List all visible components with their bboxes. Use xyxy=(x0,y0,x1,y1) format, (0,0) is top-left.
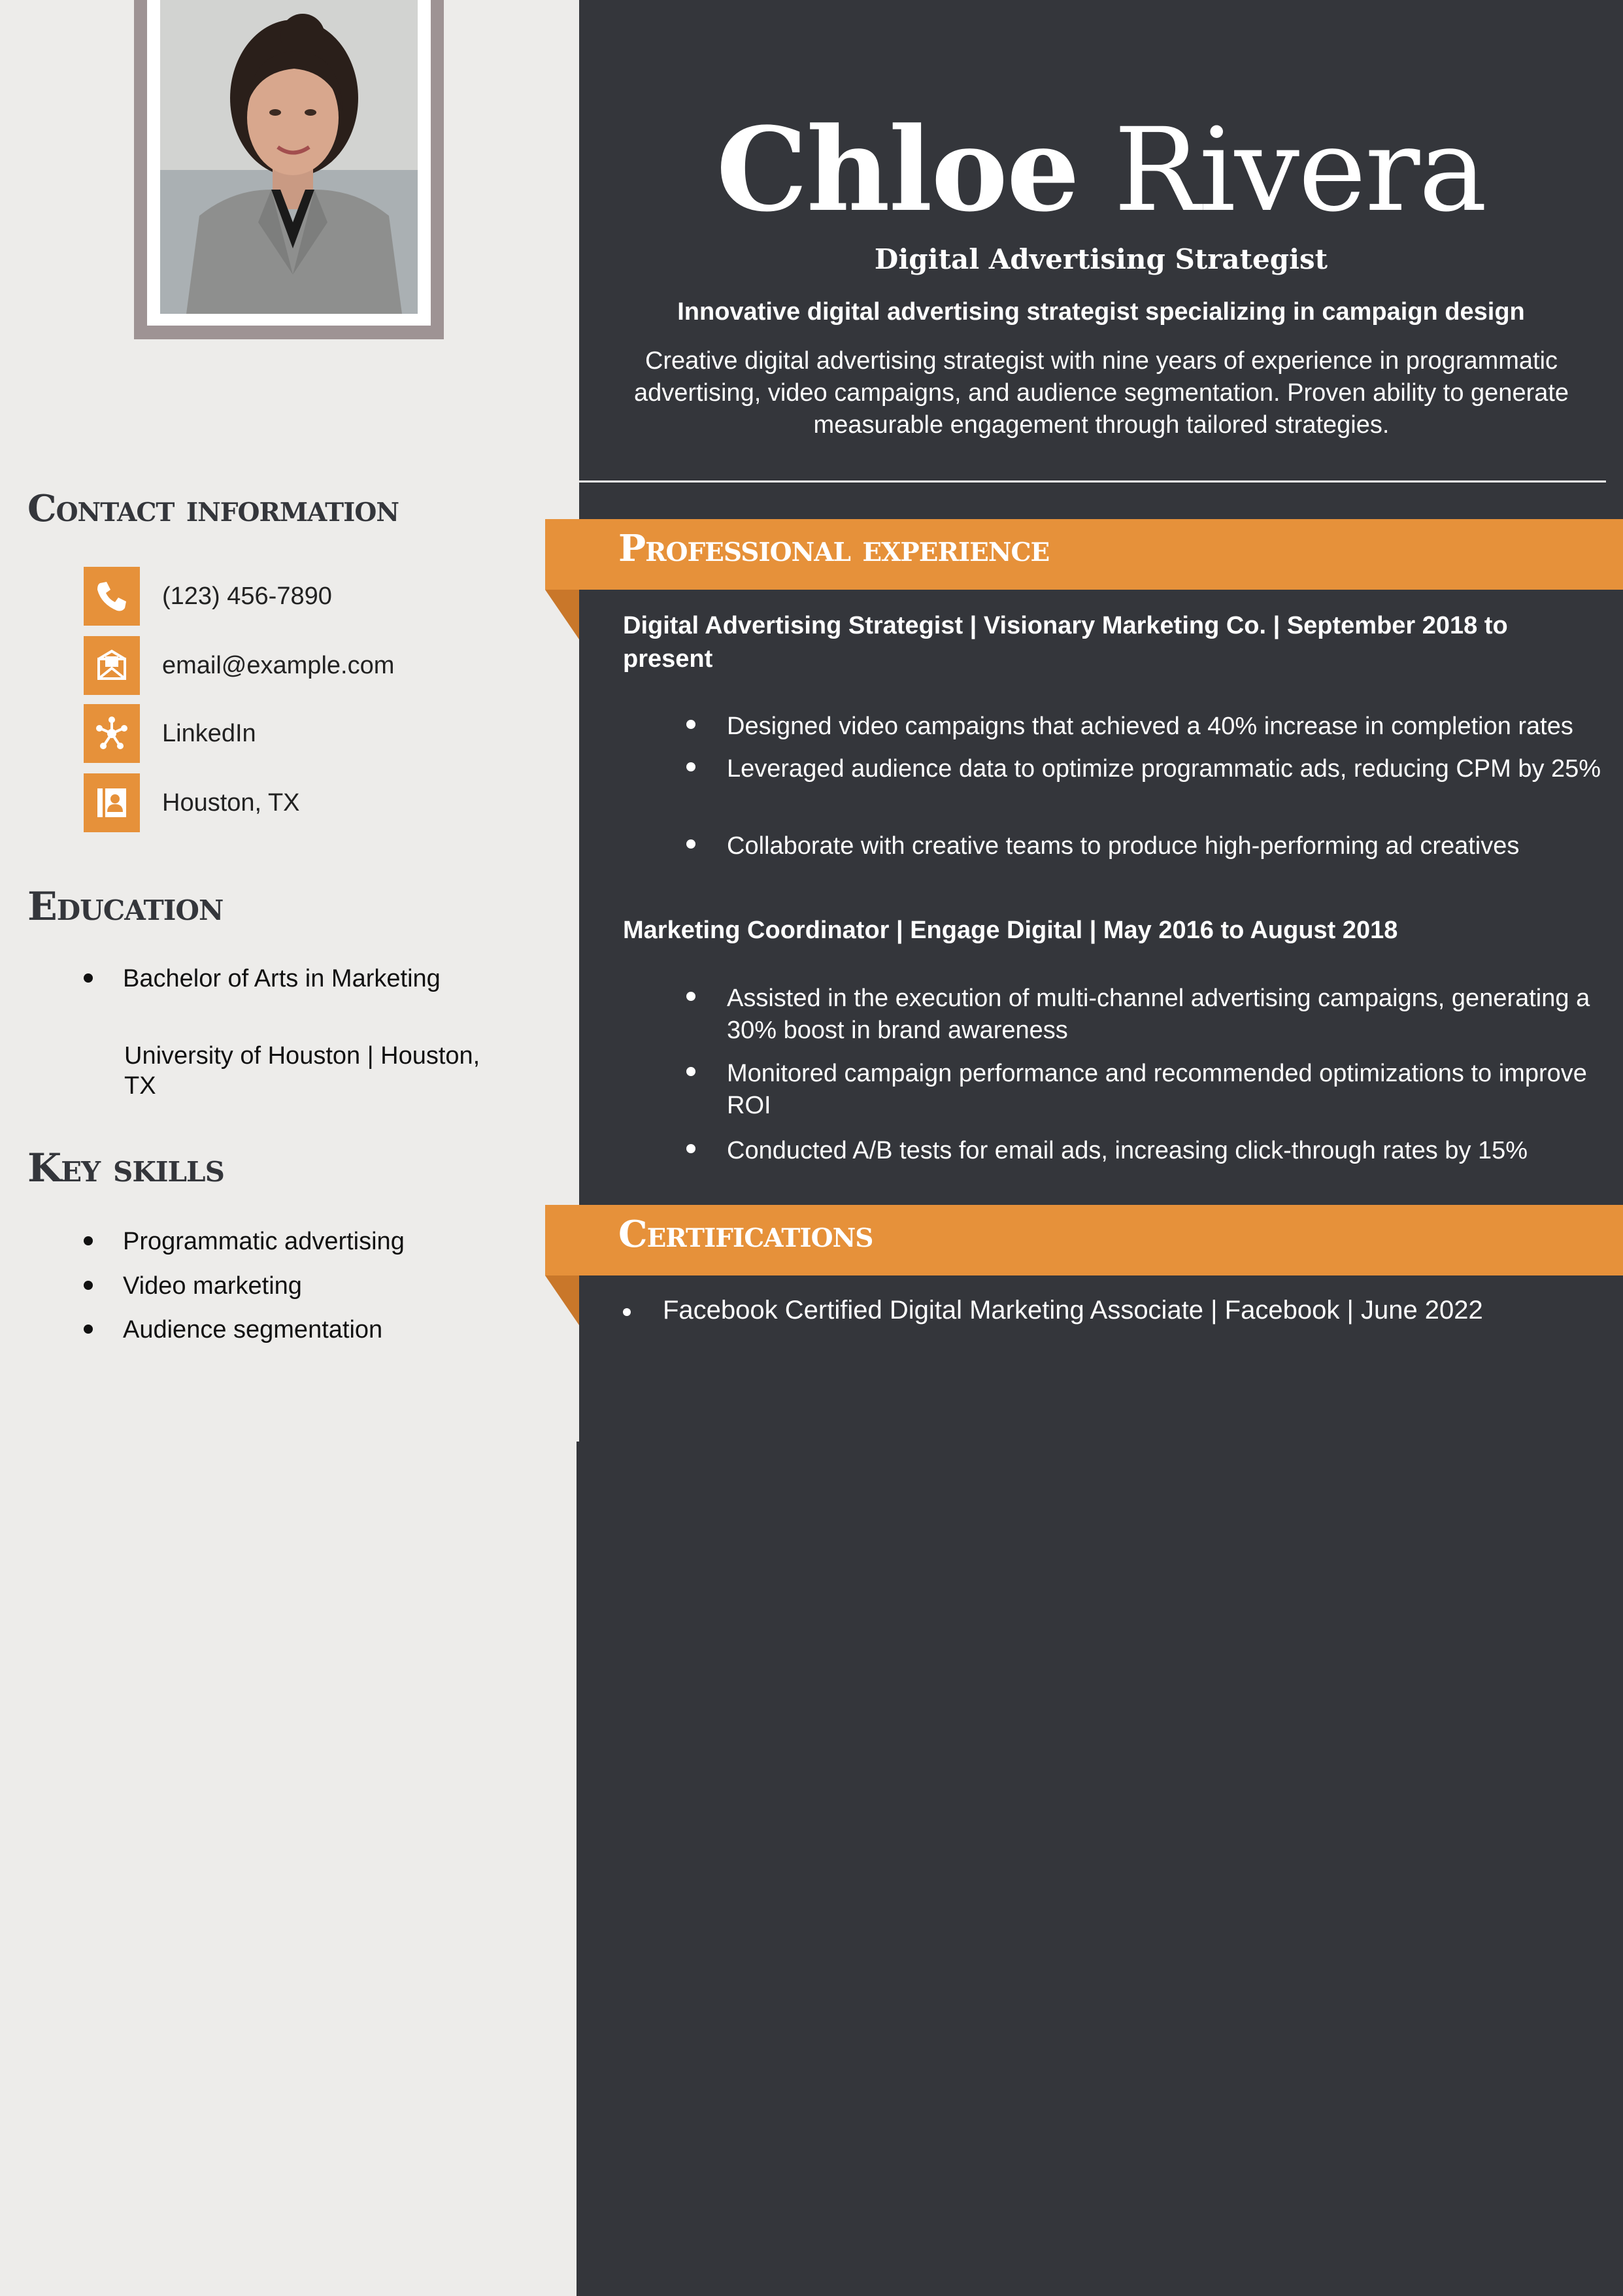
profile-photo xyxy=(160,0,418,314)
contact-email-text: email@example.com xyxy=(162,651,395,679)
bullet-dot xyxy=(686,1067,695,1076)
bullet-dot xyxy=(686,1144,695,1153)
skill-text: Video marketing xyxy=(123,1272,302,1300)
job-bullet: Conducted A/B tests for email ads, increasing click-through rates by 15% xyxy=(727,1137,1528,1164)
bullet-dot xyxy=(686,762,695,771)
first-name: Chloe xyxy=(716,102,1079,237)
network-icon xyxy=(84,704,140,763)
job-bullet: Collaborate with creative teams to produce high-performing ad creatives xyxy=(727,832,1520,860)
job-header: Marketing Coordinator | Engage Digital | May 2016 to August 2018 xyxy=(623,917,1398,944)
phone-icon xyxy=(84,567,140,626)
contact-linkedin[interactable] xyxy=(84,704,256,763)
bullet-dot xyxy=(84,1236,93,1245)
last-name: Rivera xyxy=(1113,103,1486,237)
job-bullet: Leveraged audience data to optimize programmatic ads, reducing CPM by 25% xyxy=(727,755,1601,783)
summary: Creative digital advertising strategist with nine years of experience in programmatic advertising, video campaigns, and audience segmentation. Proven ability to generate measurable engagement through tailored strategies. xyxy=(633,347,1569,439)
job-bullet: Monitored campaign performance and recommended optimizations to improve ROI xyxy=(727,1060,1587,1119)
address-book-icon xyxy=(84,773,140,832)
job-bullet: Designed video campaigns that achieved a 40% increase in completion rates xyxy=(727,713,1573,740)
job-title: Digital Advertising Strategist xyxy=(874,243,1328,275)
profile-photo-frame xyxy=(134,0,444,339)
candidate-name xyxy=(579,102,1623,237)
experience-heading: Professional experience xyxy=(618,527,1050,570)
skill-text: Audience segmentation xyxy=(123,1316,383,1343)
bullet-dot xyxy=(623,1308,631,1316)
contact-phone xyxy=(84,567,332,626)
experience-band-fold xyxy=(545,590,579,639)
contact-email[interactable] xyxy=(84,636,394,695)
education-school: University of Houston | Houston, TX xyxy=(124,1042,480,1100)
photo-mat xyxy=(147,0,431,326)
certifications-band-fold xyxy=(545,1275,579,1325)
bullet-dot xyxy=(686,992,695,1001)
contact-heading: Contact information xyxy=(27,487,399,530)
education-degree-text: Bachelor of Arts in Marketing xyxy=(123,965,441,992)
bullet-dot xyxy=(84,973,93,983)
job-header: Digital Advertising Strategist | Visionary Marketing Co. | September 2018 to present xyxy=(623,612,1508,673)
bullet-dot xyxy=(84,1325,93,1334)
contact-phone-text: (123) 456-7890 xyxy=(162,582,332,610)
certifications-heading: Certifications xyxy=(618,1213,873,1256)
skills-heading: Key skills xyxy=(27,1145,224,1191)
job-bullet: Assisted in the execution of multi-channel advertising campaigns, generating a 30% boost in brand awareness xyxy=(727,985,1590,1044)
contact-location-text: Houston, TX xyxy=(162,788,300,817)
tagline: Innovative digital advertising strategist specializing in campaign design xyxy=(677,298,1525,326)
bullet-dot xyxy=(84,1281,93,1290)
bullet-dot xyxy=(686,720,695,729)
certification-item: Facebook Certified Digital Marketing Associate | Facebook | June 2022 xyxy=(663,1296,1483,1325)
skill-item xyxy=(84,1316,382,1344)
skill-text: Programmatic advertising xyxy=(123,1228,405,1255)
email-icon xyxy=(84,636,140,695)
skill-item xyxy=(84,1228,405,1256)
education-heading: Education xyxy=(27,884,224,930)
skill-item xyxy=(84,1272,302,1300)
education-degree xyxy=(84,965,441,993)
bullet-dot xyxy=(686,839,695,849)
contact-location xyxy=(84,773,300,832)
header-divider xyxy=(579,481,1606,482)
contact-linkedin-text: LinkedIn xyxy=(162,719,256,747)
